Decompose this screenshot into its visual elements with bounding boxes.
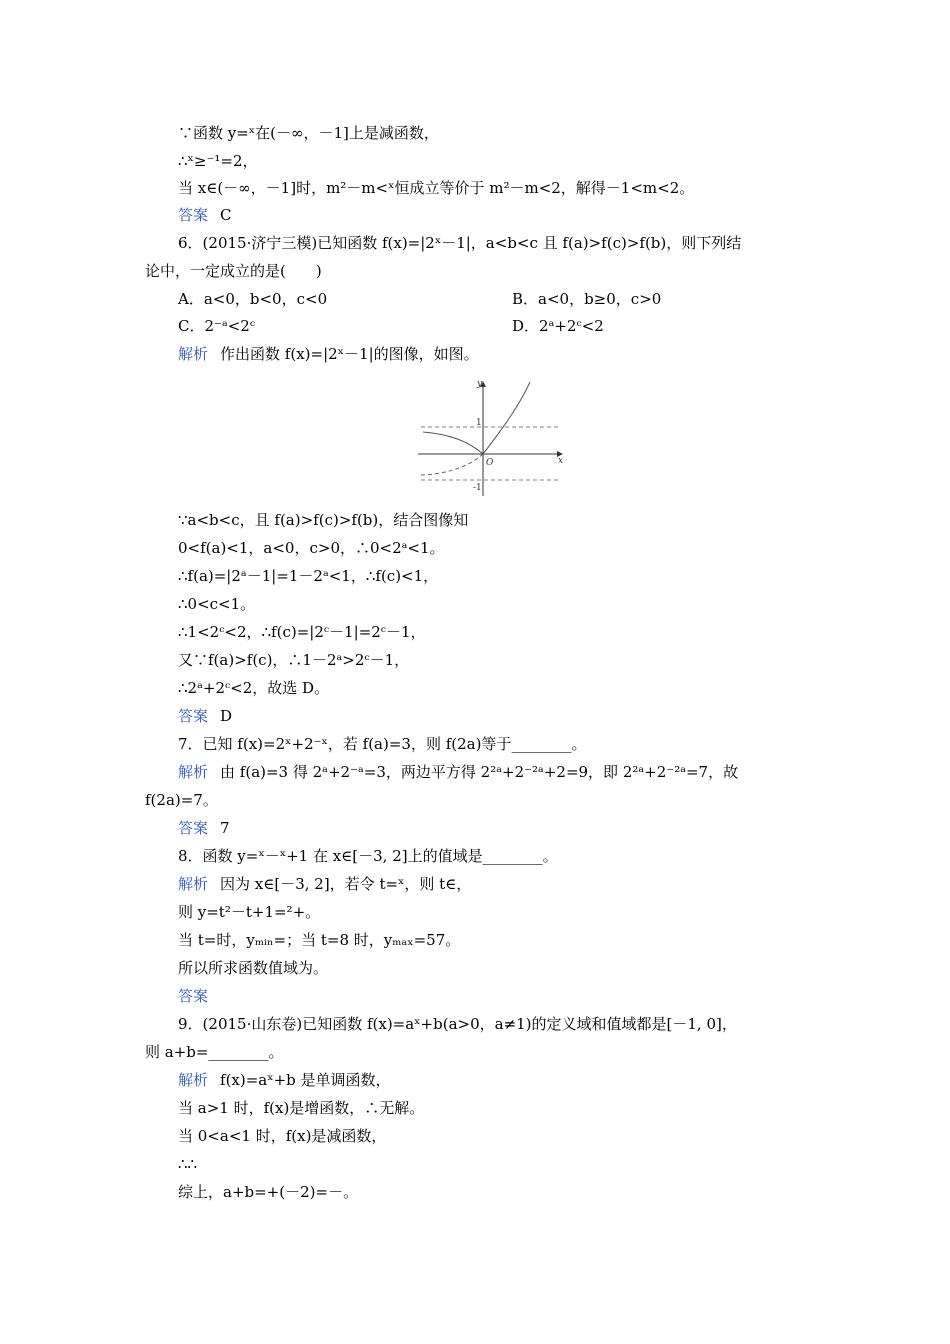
question-8: 8．函数 y=ˣ－ˣ+1 在 x∈[－3, 2]上的值域是________。 — [178, 847, 558, 865]
analysis-text: 因为 x∈[－3, 2]，若令 t=ˣ，则 t∈， — [220, 875, 472, 893]
question-6: 6．(2015·济宁三模)已知函数 f(x)=|2ˣ－1|，a<b<c 且 f(a)>f(c)>f(b)，则下列结 — [178, 234, 742, 252]
analysis-line — [178, 1070, 391, 1090]
text-line: ∵函数 y=ˣ在(－∞，－1]上是减函数， — [178, 124, 439, 142]
answer-tag: 答案 — [178, 987, 209, 1005]
analysis-tag: 解析 — [178, 345, 209, 363]
analysis-tag: 解析 — [178, 763, 209, 781]
text-line: ∴0<c<1。 — [178, 595, 256, 613]
answer-value: 7 — [220, 819, 230, 837]
text-line: 则 y=t²－t+1=²+。 — [178, 903, 321, 921]
text-line: ∴f(a)=|2ᵃ－1|=1－2ᵃ<1，∴f(c)<1， — [178, 567, 439, 585]
option-a: A．a<0，b<0，c<0 — [178, 290, 328, 308]
text-line: 当 x∈(－∞，－1]时，m²－m<ˣ恒成立等价于 m²－m<2，解得－1<m<2。 — [178, 179, 695, 197]
analysis-line — [178, 762, 738, 782]
analysis-tag: 解析 — [178, 875, 209, 893]
answer-tag: 答案 — [178, 819, 209, 837]
curve-abs-left — [423, 432, 483, 454]
tick-label-neg1: -1 — [473, 483, 482, 493]
analysis-text: 作出函数 f(x)=|2ˣ－1|的图像，如图。 — [220, 345, 479, 363]
analysis-line — [178, 874, 471, 894]
question-7: 7．已知 f(x)=2ˣ+2⁻ˣ，若 f(a)=3，则 f(2a)等于________。 — [178, 735, 587, 753]
text-line: ∴ˣ≥⁻¹=2， — [178, 152, 258, 170]
text-line: f(2a)=7。 — [145, 791, 218, 809]
option-d: D．2ᵃ+2ᶜ<2 — [512, 317, 604, 335]
text-line: 0<f(a)<1，a<0，c>0，∴0<2ᵃ<1。 — [178, 539, 445, 557]
text-line: ∴2ᵃ+2ᶜ<2，故选 D。 — [178, 679, 330, 697]
tick-label-1: 1 — [476, 418, 482, 428]
text-line: ∴1<2ᶜ<2，∴f(c)=|2ᶜ－1|=2ᶜ－1， — [178, 623, 426, 641]
text-line: 所以所求函数值域为。 — [178, 959, 329, 977]
analysis-text: 由 f(a)=3 得 2ᵃ+2⁻ᵃ=3，两边平方得 2²ᵃ+2⁻²ᵃ+2=9，即 2²ᵃ+2⁻²ᵃ=7，故 — [220, 763, 739, 781]
analysis-tag: 解析 — [178, 1071, 209, 1089]
y-label: y — [477, 379, 483, 389]
text-line: 当 t=时，yₘᵢₙ=；当 t=8 时，yₘₐₓ=57。 — [178, 931, 461, 949]
x-label: x — [558, 456, 564, 466]
answer-tag: 答案 — [178, 206, 209, 224]
option-b: B．a<0，b≥0，c>0 — [512, 290, 662, 308]
answer-line — [178, 706, 232, 726]
analysis-line — [178, 344, 479, 364]
origin-label: O — [486, 458, 494, 468]
curve-2x-minus-1-left — [421, 454, 483, 475]
text-line: 论中，一定成立的是( ) — [145, 262, 322, 280]
text-line: ∴∴ — [178, 1155, 198, 1173]
curve-abs-right — [483, 382, 530, 454]
text-line: 当 0<a<1 时，f(x)是减函数， — [178, 1127, 387, 1145]
option-c: C．2⁻ᵃ<2ᶜ — [178, 317, 256, 335]
text-line: 综上，a+b=+(－2)=－。 — [178, 1183, 359, 1201]
text-line: 则 a+b=________。 — [145, 1043, 284, 1061]
answer-value: D — [220, 707, 233, 725]
text-line: ∵a<b<c，且 f(a)>f(c)>f(b)，结合图像知 — [178, 511, 469, 529]
text-line: 当 a>1 时，f(x)是增函数，∴无解。 — [178, 1099, 425, 1117]
answer-line — [178, 986, 220, 1006]
analysis-text: f(x)=aˣ+b 是单调函数， — [220, 1071, 391, 1089]
answer-tag: 答案 — [178, 707, 209, 725]
text-line: 又∵f(a)>f(c)，∴1－2ᵃ>2ᶜ－1， — [178, 651, 410, 669]
answer-line — [178, 205, 232, 225]
question-9: 9．(2015·山东卷)已知函数 f(x)=aˣ+b(a>0，a≠1)的定义域和值域都是[－1, 0]， — [178, 1015, 737, 1033]
answer-value: C — [220, 206, 232, 224]
answer-line — [178, 818, 230, 838]
function-graph — [415, 378, 570, 498]
